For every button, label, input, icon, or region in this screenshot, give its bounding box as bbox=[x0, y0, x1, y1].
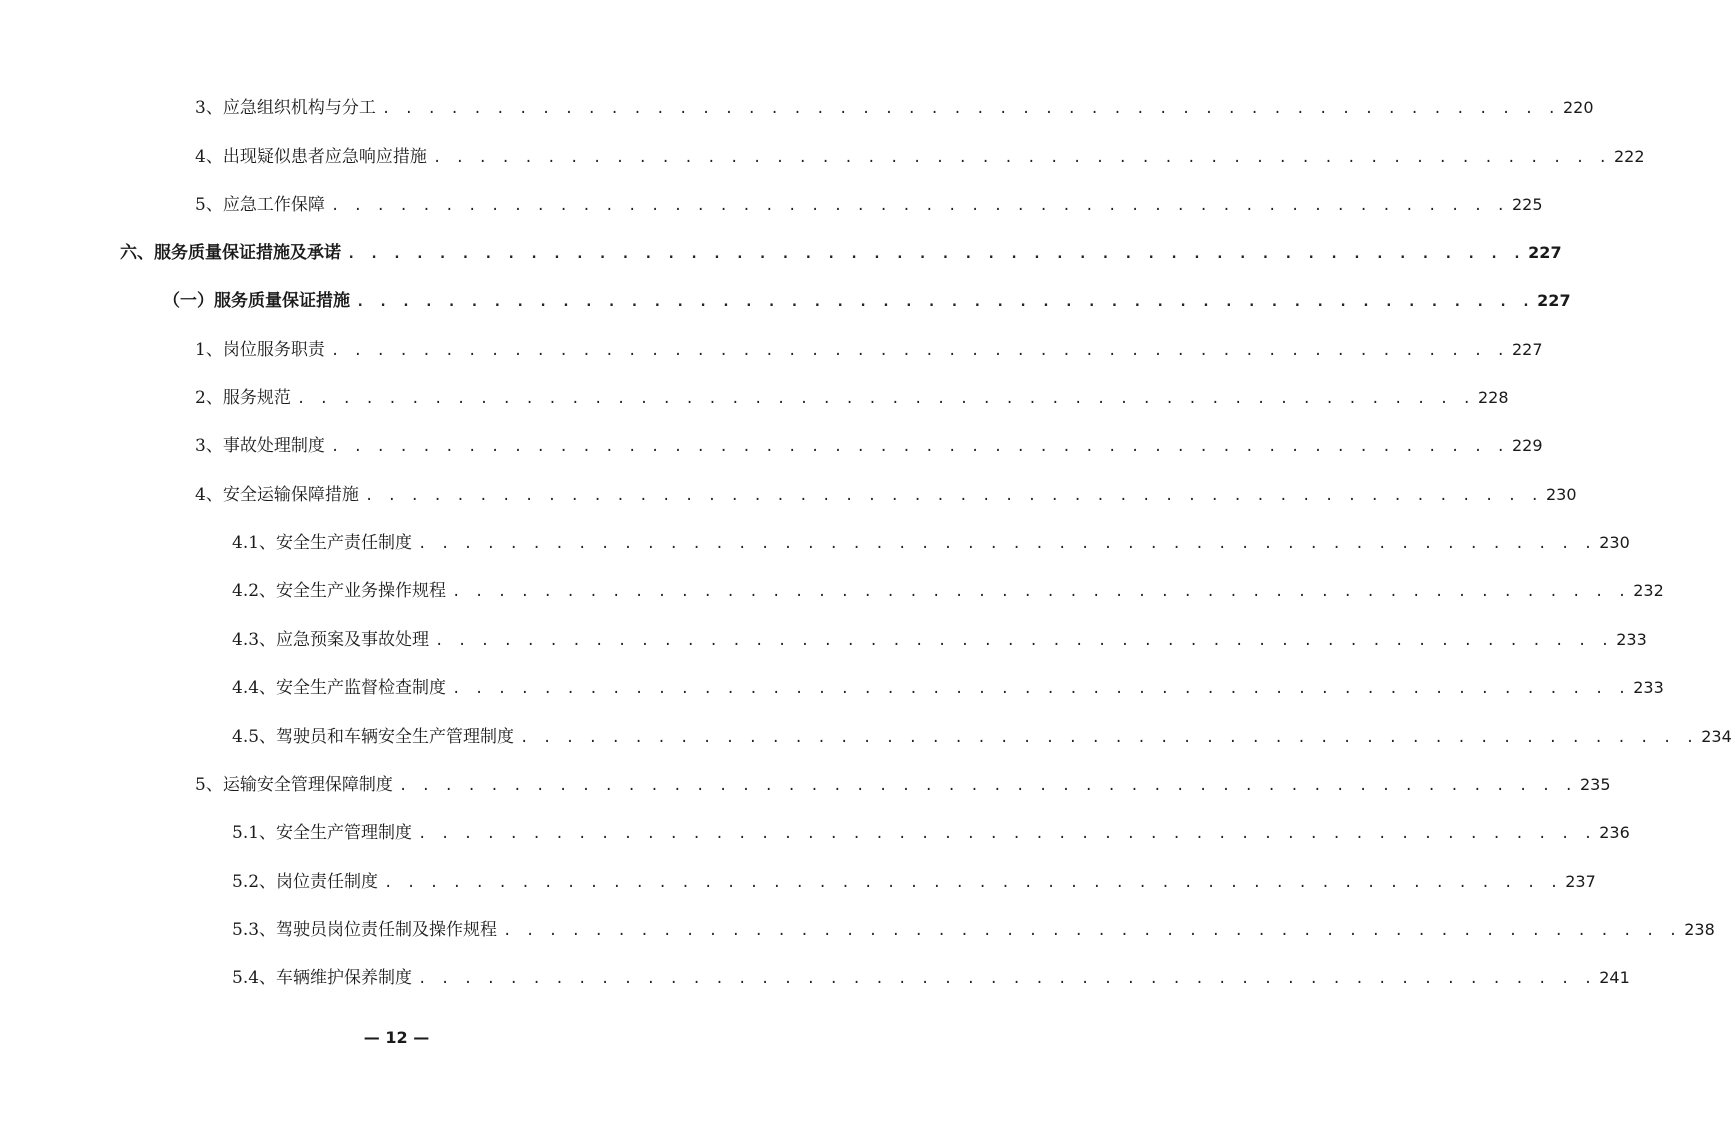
toc-entry-page: 230 bbox=[1599, 533, 1630, 552]
toc-entry-page: 222 bbox=[1614, 147, 1645, 166]
toc-entry[interactable] bbox=[195, 431, 1543, 461]
toc-entry[interactable] bbox=[195, 142, 1645, 172]
toc-leader-dots: . . . . . . . . . . . . . . . . . . . . . . . . . . . . . . . . . . . . . . . . . . . . . . . . . . . . bbox=[364, 488, 1542, 504]
toc-entry[interactable] bbox=[232, 673, 1664, 703]
toc-entry-page: 237 bbox=[1565, 872, 1596, 891]
toc-entry-title: 服务质量保证措施及承诺 bbox=[154, 243, 341, 263]
toc-entry-page: 229 bbox=[1512, 436, 1543, 455]
toc-leader-dots: . . . . . . . . . . . . . . . . . . . . . . . . . . . . . . . . . . . . . . . . . . . . . . . . . . . . bbox=[452, 584, 1630, 600]
toc-entry-page: 236 bbox=[1599, 823, 1630, 842]
toc-leader-dots: . . . . . . . . . . . . . . . . . . . . . . . . . . . . . . . . . . . . . . . . . . . . . . . . . . . . bbox=[381, 101, 1559, 117]
toc-entry-page: 241 bbox=[1599, 968, 1630, 987]
toc-entry-page: 238 bbox=[1684, 920, 1715, 939]
toc-entry[interactable] bbox=[195, 480, 1577, 510]
toc-leader-dots: . . . . . . . . . . . . . . . . . . . . . . . . . . . . . . . . . . . . . . . . . . . . . . . . . . . . bbox=[432, 150, 1610, 166]
toc-leader-dots: . . . . . . . . . . . . . . . . . . . . . . . . . . . . . . . . . . . . . . . . . . . . . . . . . . . . bbox=[296, 391, 1474, 407]
toc-entry[interactable] bbox=[195, 383, 1509, 413]
toc-entry-page: 225 bbox=[1512, 195, 1543, 214]
toc-leader-dots: . . . . . . . . . . . . . . . . . . . . . . . . . . . . . . . . . . . . . . . . . . . . . . . . . . . . bbox=[347, 246, 1525, 262]
toc-leader-dots: . . . . . . . . . . . . . . . . . . . . . . . . . . . . . . . . . . . . . . . . . . . . . . . . . . . . bbox=[418, 971, 1596, 987]
toc-entry-title: 驾驶员和车辆安全生产管理制度 bbox=[276, 727, 515, 747]
toc-entry-section[interactable] bbox=[163, 286, 1571, 316]
toc-entry[interactable] bbox=[195, 93, 1594, 123]
toc-entry-number: 5.1、 bbox=[232, 823, 277, 843]
toc-entry-title: 安全生产责任制度 bbox=[276, 533, 413, 553]
toc-entry-number: 2、 bbox=[195, 388, 223, 408]
toc-entry-number: （一） bbox=[163, 291, 214, 311]
toc-entry-number: 5.4、 bbox=[232, 968, 277, 988]
toc-entry-page: 227 bbox=[1537, 291, 1571, 310]
toc-entry-number: 4、 bbox=[195, 485, 223, 505]
toc-entry-title: 应急工作保障 bbox=[222, 195, 325, 215]
toc-entry[interactable] bbox=[232, 528, 1630, 558]
toc-entry-number: 3、 bbox=[195, 436, 223, 456]
toc-entry-page: 232 bbox=[1633, 581, 1664, 600]
toc-entry-title: 服务质量保证措施 bbox=[214, 291, 350, 311]
toc-entry-number: 1、 bbox=[195, 340, 223, 360]
toc-entry-title: 服务规范 bbox=[222, 388, 291, 408]
toc-leader-dots: . . . . . . . . . . . . . . . . . . . . . . . . . . . . . . . . . . . . . . . . . . . . . . . . . . . . bbox=[398, 778, 1576, 794]
toc-entry-number: 4.1、 bbox=[232, 533, 277, 553]
toc-entry-title: 应急组织机构与分工 bbox=[222, 98, 376, 118]
toc-entry-title: 事故处理制度 bbox=[222, 436, 325, 456]
toc-leader-dots: . . . . . . . . . . . . . . . . . . . . . . . . . . . . . . . . . . . . . . . . . . . . . . . . . . . . bbox=[435, 633, 1613, 649]
toc-entry-number: 5.2、 bbox=[232, 872, 277, 892]
toc-entry[interactable] bbox=[232, 576, 1664, 606]
toc-entry-number: 六、 bbox=[120, 243, 154, 263]
toc-entry-number: 4.5、 bbox=[232, 727, 277, 747]
toc-entry-number: 5.3、 bbox=[232, 920, 277, 940]
toc-entry[interactable] bbox=[232, 625, 1647, 655]
toc-entry-title: 岗位责任制度 bbox=[276, 872, 379, 892]
toc-entry-title: 车辆维护保养制度 bbox=[276, 968, 413, 988]
toc-leader-dots: . . . . . . . . . . . . . . . . . . . . . . . . . . . . . . . . . . . . . . . . . . . . . . . . . . . . bbox=[330, 439, 1508, 455]
toc-leader-dots: . . . . . . . . . . . . . . . . . . . . . . . . . . . . . . . . . . . . . . . . . . . . . . . . . . . . bbox=[520, 730, 1698, 746]
toc-entry-chapter[interactable] bbox=[120, 238, 1562, 268]
toc-leader-dots: . . . . . . . . . . . . . . . . . . . . . . . . . . . . . . . . . . . . . . . . . . . . . . . . . . . . bbox=[503, 923, 1681, 939]
toc-entry-page: 233 bbox=[1633, 678, 1664, 697]
toc-entry-title: 岗位服务职责 bbox=[222, 340, 325, 360]
page-number: — 12 — bbox=[363, 1028, 430, 1047]
toc-leader-dots: . . . . . . . . . . . . . . . . . . . . . . . . . . . . . . . . . . . . . . . . . . . . . . . . . . . . bbox=[418, 826, 1596, 842]
toc-entry-number: 5、 bbox=[195, 775, 223, 795]
toc-entry-number: 5、 bbox=[195, 195, 223, 215]
toc-leader-dots: . . . . . . . . . . . . . . . . . . . . . . . . . . . . . . . . . . . . . . . . . . . . . . . . . . . . bbox=[330, 343, 1508, 359]
toc-entry-number: 3、 bbox=[195, 98, 223, 118]
toc-entry-page: 227 bbox=[1528, 243, 1562, 262]
toc-leader-dots: . . . . . . . . . . . . . . . . . . . . . . . . . . . . . . . . . . . . . . . . . . . . . . . . . . . . bbox=[418, 536, 1596, 552]
toc-entry[interactable] bbox=[232, 818, 1630, 848]
toc-entry-title: 安全生产业务操作规程 bbox=[276, 581, 447, 601]
toc-entry-page: 220 bbox=[1563, 98, 1594, 117]
toc-entry-page: 233 bbox=[1616, 630, 1647, 649]
toc-entry-title: 安全生产监督检查制度 bbox=[276, 678, 447, 698]
toc-entry-page: 228 bbox=[1478, 388, 1509, 407]
toc-entry-title: 安全生产管理制度 bbox=[276, 823, 413, 843]
toc-entry-page: 234 bbox=[1701, 727, 1732, 746]
toc-entry[interactable] bbox=[232, 867, 1596, 897]
toc-leader-dots: . . . . . . . . . . . . . . . . . . . . . . . . . . . . . . . . . . . . . . . . . . . . . . . . . . . . bbox=[356, 294, 1534, 310]
toc-entry[interactable] bbox=[195, 770, 1611, 800]
toc-entry-page: 230 bbox=[1546, 485, 1577, 504]
toc-entry-title: 出现疑似患者应急响应措施 bbox=[222, 147, 427, 167]
toc-entry-page: 235 bbox=[1580, 775, 1611, 794]
toc-entry[interactable] bbox=[195, 335, 1543, 365]
toc-entry[interactable] bbox=[195, 190, 1543, 220]
toc-entry-title: 应急预案及事故处理 bbox=[276, 630, 430, 650]
toc-entry[interactable] bbox=[232, 963, 1630, 993]
toc-entry-title: 安全运输保障措施 bbox=[222, 485, 359, 505]
toc-entry-title: 运输安全管理保障制度 bbox=[222, 775, 393, 795]
toc-entry[interactable] bbox=[232, 915, 1715, 945]
toc-entry-number: 4.4、 bbox=[232, 678, 277, 698]
toc-entry[interactable] bbox=[232, 722, 1732, 752]
toc-entry-page: 227 bbox=[1512, 340, 1543, 359]
toc-entry-number: 4.2、 bbox=[232, 581, 277, 601]
toc-entry-number: 4.3、 bbox=[232, 630, 277, 650]
toc-entry-title: 驾驶员岗位责任制及操作规程 bbox=[276, 920, 498, 940]
toc-leader-dots: . . . . . . . . . . . . . . . . . . . . . . . . . . . . . . . . . . . . . . . . . . . . . . . . . . . . bbox=[330, 198, 1508, 214]
toc-entry-number: 4、 bbox=[195, 147, 223, 167]
toc-leader-dots: . . . . . . . . . . . . . . . . . . . . . . . . . . . . . . . . . . . . . . . . . . . . . . . . . . . . bbox=[452, 681, 1630, 697]
toc-leader-dots: . . . . . . . . . . . . . . . . . . . . . . . . . . . . . . . . . . . . . . . . . . . . . . . . . . . . bbox=[384, 875, 1562, 891]
